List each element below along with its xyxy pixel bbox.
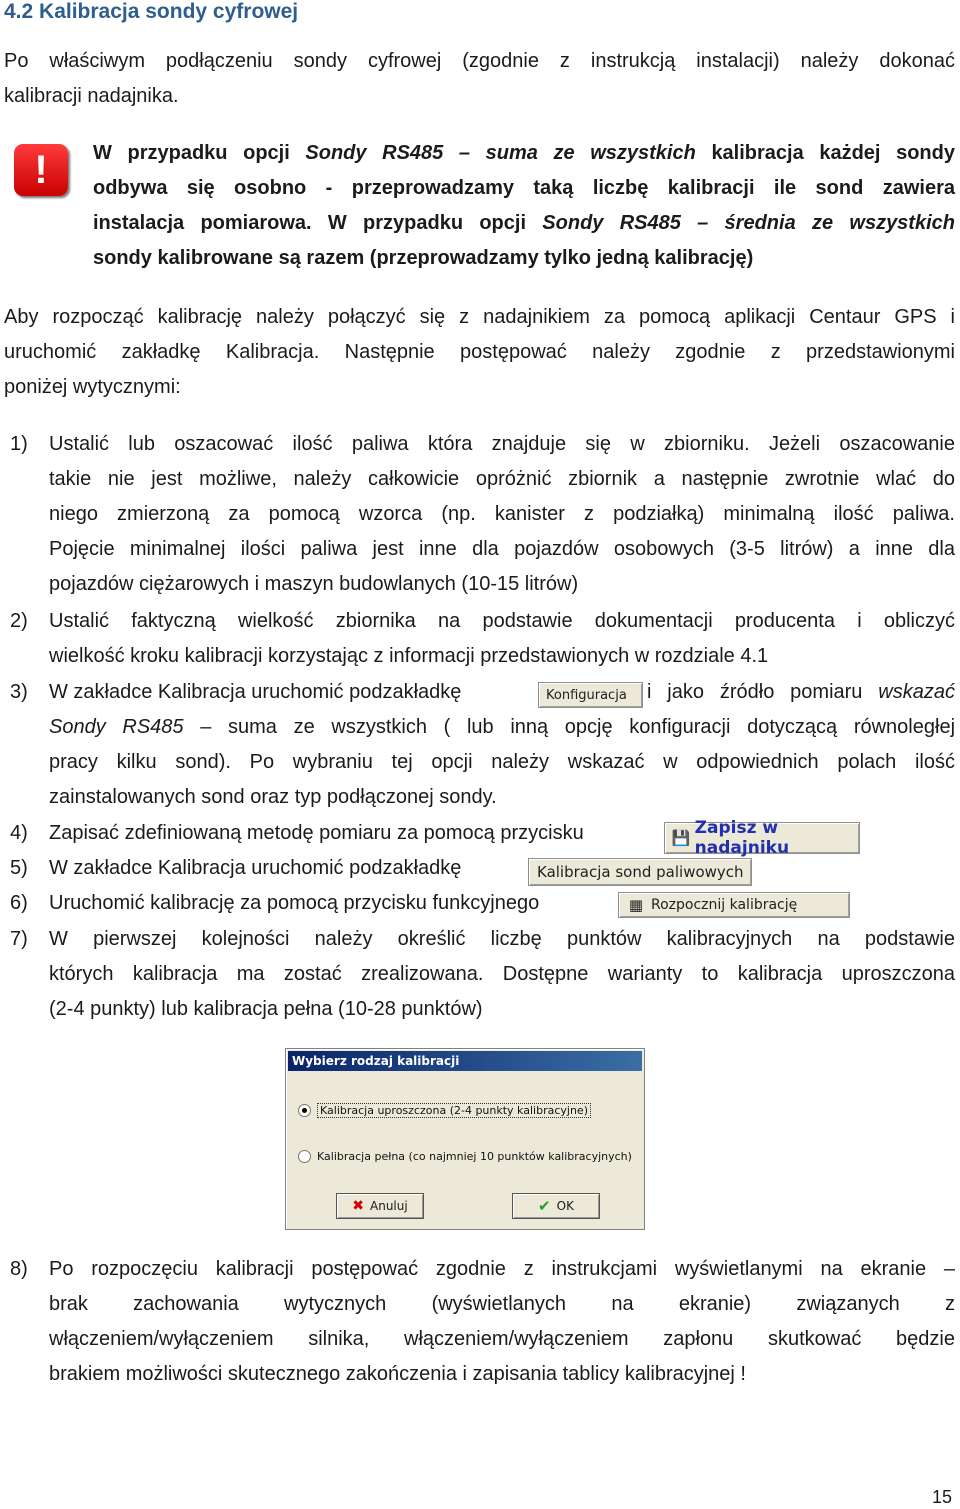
step-4-number: 4) [10, 822, 28, 844]
step-1-line: niego zmierzoną za pomocą wzorca (np. kanister z podziałką) minimalną ilość paliwa. [49, 503, 955, 525]
step-3-line-1a: W zakładce Kalibracja uruchomić podzakładkę [49, 681, 462, 703]
exclamation-warning-icon: ! [14, 144, 68, 196]
warning-line-3: instalacja pomiarowa. W przypadku opcji Sondy RS485 – średnia ze wszystkich [93, 212, 955, 234]
step-3-line-4: zainstalowanych sond oraz typ podłączonej sondy. [49, 786, 497, 808]
step-7-text [49, 922, 955, 1027]
step-2-number: 2) [10, 610, 28, 632]
step-8-line: brak zachowania wytycznych (wyświetlanych na ekranie) związanych z [49, 1293, 955, 1315]
ok-button[interactable] [512, 1193, 600, 1219]
intro-line-2: kalibracji nadajnika. [4, 85, 179, 107]
step-3-text [49, 710, 955, 815]
step-8-text [49, 1252, 955, 1392]
calibration-icon: ▦ [628, 896, 644, 914]
ok-label: OK [556, 1199, 574, 1213]
step-1-number: 1) [10, 433, 28, 455]
save-icon: 💾 [671, 829, 691, 847]
step-2-line: wielkość kroku kalibracji korzystając z informacji przedstawionych w rozdziale 4.1 [49, 645, 769, 667]
step-8-line: brakiem możliwości skutecznego zakończenia i zapisania tablicy kalibracyjnej ! [49, 1363, 746, 1385]
step-6-number: 6) [10, 892, 28, 914]
dialog-title: Wybierz rodzaj kalibracji [288, 1051, 642, 1071]
intro-paragraph [4, 44, 955, 114]
step-3-line-3: pracy kilku sond). Po wybraniu tej opcji należy wskazać w odpowiednich polach ilość [49, 751, 955, 773]
step-2-text [49, 604, 955, 674]
para2-line-3: poniżej wytycznymi: [4, 376, 181, 398]
full-calibration-option[interactable] [298, 1150, 632, 1163]
step-3-line-1b: i jako źródło pomiaru wskazać [647, 681, 955, 703]
step-8-number: 8) [10, 1258, 28, 1280]
checkmark-icon: ✔ [538, 1197, 551, 1215]
warning-note [93, 136, 955, 276]
para2-line-1: Aby rozpocząć kalibrację należy połączyć się z nadajnikiem za pomocą aplikacji Centaur GPS i [4, 306, 955, 328]
calibration-type-dialog [285, 1048, 645, 1230]
step-1-line: Pojęcie minimalnej ilości paliwa jest inne dla pojazdów osobowych (3-5 litrów) a inne dla [49, 538, 955, 560]
save-to-transmitter-button[interactable] [664, 818, 860, 858]
warning-line-2: odbywa się osobno - przeprowadzamy taką liczbę kalibracji ile sond zawiera [93, 177, 955, 199]
start-calibration-button[interactable] [618, 892, 850, 918]
save-to-transmitter-label: Zapisz w nadajniku [694, 818, 790, 858]
section-heading: 4.2 Kalibracja sondy cyfrowej [4, 0, 299, 23]
step-2-line: Ustalić faktyczną wielkość zbiornika na podstawie dokumentacji producenta i obliczyć [49, 610, 955, 632]
step-1-line: pojazdów ciężarowych i maszyn budowlanych (10-15 litrów) [49, 573, 579, 595]
step-8-line: włączeniem/wyłączeniem silnika, włączeniem/wyłączeniem zapłonu skutkować będzie [49, 1328, 955, 1350]
radio-selected[interactable] [298, 1104, 311, 1117]
step-5-text: W zakładce Kalibracja uruchomić podzakładkę [49, 857, 462, 879]
step-8-line: Po rozpoczęciu kalibracji postępować zgodnie z instrukcjami wyświetlanymi na ekranie – [49, 1258, 955, 1280]
instructions-paragraph [4, 300, 955, 405]
option-label: Kalibracja uproszczona (2-4 punkty kalibracyjne) [317, 1103, 591, 1118]
step-4-text: Zapisać zdefiniowaną metodę pomiaru za pomocą przycisku [49, 822, 584, 844]
konfiguracja-tab[interactable]: Konfiguracja [538, 682, 643, 708]
step-1-line: takie nie jest możliwe, należy całkowicie opróżnić zbiornik a następnie zwrotnie wlać do [49, 468, 955, 490]
close-icon: ✖ [352, 1198, 365, 1214]
step-5-number: 5) [10, 857, 28, 879]
step-7-line: których kalibracja ma zostać zrealizowana. Dostępne warianty to kalibracja uproszczona [49, 963, 955, 985]
start-calibration-label: Rozpocznij kalibrację [651, 897, 798, 913]
page-number: 15 [931, 1487, 952, 1507]
cancel-label: Anuluj [370, 1199, 408, 1213]
step-7-line: W pierwszej kolejności należy określić liczbę punktów kalibracyjnych na podstawie [49, 928, 955, 950]
step-7-number: 7) [10, 928, 28, 950]
step-3-line-2: Sondy RS485 – suma ze wszystkich ( lub inną opcję konfiguracji dotyczącą równoległej [49, 716, 956, 738]
option-label: Kalibracja pełna (co najmniej 10 punktów kalibracyjnych) [317, 1150, 632, 1163]
intro-line-1: Po właściwym podłączeniu sondy cyfrowej (zgodnie z instrukcją instalacji) należy dokonać [4, 50, 955, 72]
fuel-probe-calibration-tab[interactable]: Kalibracja sond paliwowych [528, 858, 752, 886]
cancel-button[interactable] [336, 1193, 424, 1219]
step-7-line: (2-4 punkty) lub kalibracja pełna (10-28 punktów) [49, 998, 483, 1020]
simplified-calibration-option[interactable] [298, 1103, 591, 1118]
step-3-number: 3) [10, 681, 28, 703]
step-6-text: Uruchomić kalibrację za pomocą przycisku funkcyjnego [49, 892, 540, 914]
step-1-line: Ustalić lub oszacować ilość paliwa która znajduje się w zbiorniku. Jeżeli oszacowanie [49, 433, 955, 455]
step-1-text [49, 427, 955, 602]
radio-unselected[interactable] [298, 1150, 311, 1163]
warning-line-1: W przypadku opcji Sondy RS485 – suma ze wszystkich kalibracja każdej sondy [93, 142, 955, 164]
para2-line-2: uruchomić zakładkę Kalibracja. Następnie postępować należy zgodnie z przedstawionymi [4, 341, 955, 363]
warning-line-4: sondy kalibrowane są razem (przeprowadzamy tylko jedną kalibrację) [93, 247, 754, 269]
